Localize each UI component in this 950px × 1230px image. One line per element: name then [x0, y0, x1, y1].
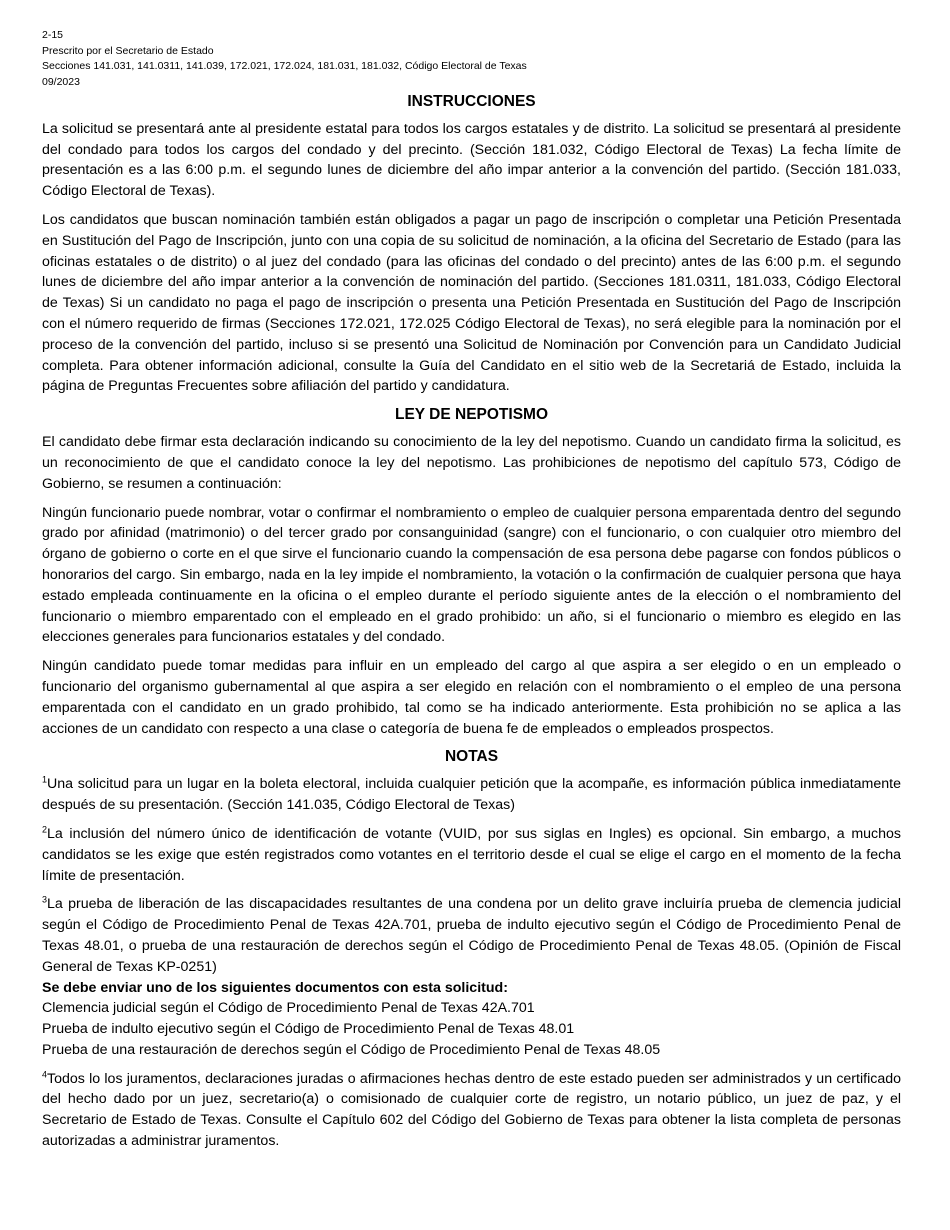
- note-4-marker: 4: [42, 1068, 48, 1079]
- prescribed-by: Prescrito por el Secretario de Estado: [42, 44, 214, 57]
- note-3-marker: 3: [42, 894, 48, 905]
- note-2-marker: 2: [42, 824, 48, 835]
- nepotism-paragraph-2: Ningún funcionario puede nombrar, votar o confirmar el nombramiento o empleo de cualquier persona emparentada dentro del segundo grado por afinidad (matrimonio) o del tercer grado por consanguinidad (sangre) con el funcionario, o con cualquier otro miembro del órgano de gobierno o corte en el que sirve el funcionario cuando la compensación de esa persona debe pagarse con fondos públicos o honorarios del cargo. Sin embargo, nada en la ley impide el nombramiento, la votación o la confirmación de cualquier persona que haya estado empleada continuamente en la oficina o el empleo durante el período siguiente antes de la elección o el nombramiento del funcionario o miembro emparentado con el empleado en el grado prohibido: un año, si el funcionario o miembro es elegido en las elecciones generales para funcionarios estatales y del condado.: [42, 504, 901, 646]
- instructions-section: [42, 92, 901, 397]
- form-header: [42, 28, 901, 91]
- form-date: 09/2023: [42, 76, 80, 89]
- note-4-text: Todos lo los juramentos, declaraciones juradas o afirmaciones hechas dentro de este estado pueden ser administrados y un certificado del hecho dado por un juez, secretario(a) o comisionado de cualquier corte de registro, un notario público, un juez de paz, y el Secretario de Estado de Texas. Consulte el Capítulo 602 del Código del Gobierno de Texas para obtener la lista completa de personas autorizadas a administrar juramentos.: [42, 1070, 901, 1150]
- instructions-paragraph-1: La solicitud se presentará ante al presidente estatal para todos los cargos estatales y de distrito. La solicitud se presentará al presidente del condado para todos los cargos del condado y del precinto. (Sección 181.032, Código Electoral de Texas) La fecha límite de presentación es a las 6:00 p.m. el segundo lunes de diciembre del año impar anterior a la convención del partido. (Sección 181.033, Código Electoral de Texas).: [42, 120, 901, 200]
- note-2-text: La inclusión del número único de identificación de votante (VUID, por sus siglas en Ingles) es opcional. Sin embargo, a muchos candidatos se les exige que estén registrados como votantes en el territorio desde el cual se elige el cargo en el momento de la fecha límite de presentación.: [42, 825, 901, 884]
- instructions-paragraph-2: Los candidatos que buscan nominación también están obligados a pagar un pago de inscripción o completar una Petición Presentada en Sustitución del Pago de Inscripción, junto con una copia de su solicitud de nominación, a la oficina del Secretario de Estado (para las oficinas estatales o de distrito) o al juez del condado (para las oficinas del condado o del precinto) antes de las 6:00 p.m. el segundo lunes de diciembre del año impar anterior a la convención de nominación del partido. (Secciones 181.0311, 181.033, Código Electoral de Texas) Si un candidato no paga el pago de inscripción o presenta una Petición Presentada en Sustitución del Pago de Inscripción con el número requerido de firmas (Secciones 172.021, 172.025 Código Electoral de Texas), no será elegible para la nominación por el proceso de la convención del partido, incluso si se presentó una Solicitud de Nominación por Convención para un Candidato Judicial completa. Para obtener información adicional, consulte la Guía del Candidato en el sitio web de la Secretariá de Estado, incluida la página de Preguntas Frecuentes sobre afiliación del partido y candidatura.: [42, 212, 901, 395]
- statute-sections: Secciones 141.031, 141.0311, 141.039, 172.021, 172.024, 181.031, 181.032, Código Electoral de Texas: [42, 60, 527, 73]
- nepotism-section: [42, 405, 901, 739]
- instructions-title: INSTRUCCIONES: [407, 92, 536, 110]
- notes-title: NOTAS: [444, 748, 499, 766]
- nepotism-title: LEY DE NEPOTISMO: [394, 406, 549, 424]
- note-4: [42, 1069, 901, 1152]
- nepotism-paragraph-3: Ningún candidato puede tomar medidas para influir en un empleado del cargo al que aspira a ser elegido o en un empleado o funcionario del organismo gubernamental al que aspira a ser elegido en relación con el nombramiento o el empleo de una persona emparentada con el candidato en un grado prohibido, tal como se ha indicado anteriormente. Esta prohibición no se aplica a las acciones de un candidato con respecto a una clase o categoría de buena fe de empleados o empleados prospectos.: [42, 658, 901, 737]
- nepotism-paragraph-1: El candidato debe firmar esta declaración indicando su conocimiento de la ley del nepotismo. Cuando un candidato firma la solicitud, es un reconocimiento de que el candidato conoce la ley del nepotismo. Las prohibiciones de nepotismo del capítulo 573, Código de Gobierno, se resumen a continuación:: [42, 434, 901, 492]
- note-3: [42, 894, 901, 977]
- note-1-marker: 1: [42, 774, 48, 785]
- note-3-text: La prueba de liberación de las discapacidades resultantes de una condena por un delito grave incluiría prueba de clemencia judicial según el Código de Procedimiento Penal de Texas 42A.701, prueba de indulto ejecutivo según el Código de Procedimiento Penal de Texas 48.01, o prueba de una restauración de derechos según el Código de Procedimiento Penal de Texas 48.05. (Opinión de Fiscal General de Texas KP-0251): [42, 896, 901, 975]
- required-document-item: Prueba de indulto ejecutivo según el Código de Procedimiento Penal de Texas 48.01: [42, 1021, 575, 1038]
- required-document-item: Clemencia judicial según el Código de Procedimiento Penal de Texas 42A.701: [42, 1000, 535, 1017]
- note-1: [42, 774, 901, 816]
- notes-section: [42, 747, 901, 1152]
- note-1-text: Una solicitud para un lugar en la boleta electoral, incluida cualquier petición que la acompañe, es información pública inmediatamente después de su presentación. (Sección 141.035, Código Electoral de Texas): [42, 776, 901, 814]
- note-2: [42, 824, 901, 886]
- required-document-item: Prueba de una restauración de derechos según el Código de Procedimiento Penal de Texas 48.05: [42, 1041, 661, 1058]
- form-number: 2-15: [42, 29, 64, 41]
- required-documents: [42, 978, 901, 1061]
- required-documents-heading: Se debe enviar uno de los siguientes documentos con esta solicitud:: [42, 979, 508, 996]
